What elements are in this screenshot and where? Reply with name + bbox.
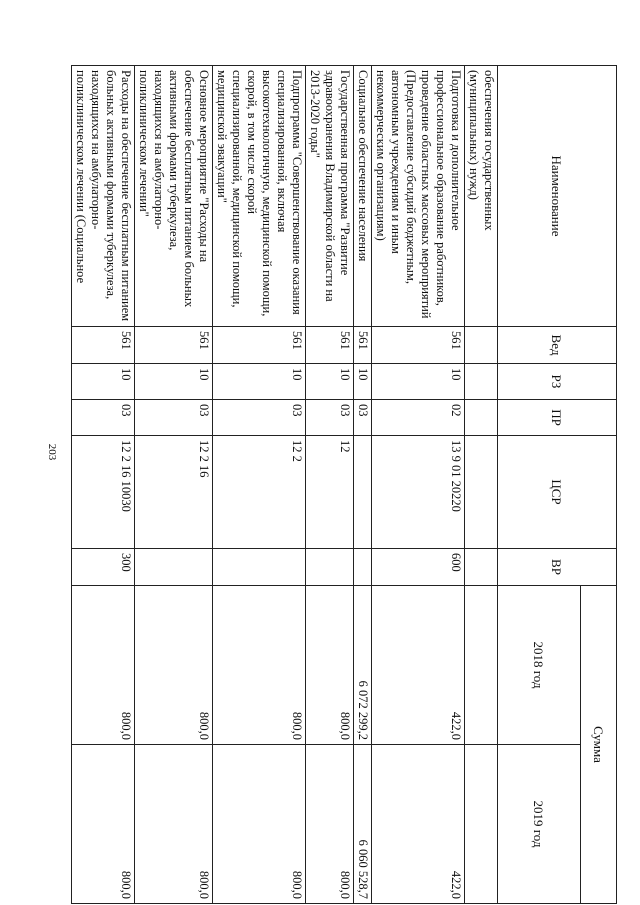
page-number: 203 (46, 443, 58, 461)
table-row (372, 66, 465, 904)
cell-pr: 03 (354, 400, 372, 436)
cell-csr: 12 2 (213, 436, 306, 549)
cell-pr: 03 (213, 400, 306, 436)
cell-ved: 561 (306, 327, 354, 364)
cell-pr: 03 (72, 400, 135, 436)
cell-rz (465, 364, 498, 400)
cell-2018: 800,0 (213, 586, 306, 745)
cell-2019: 422,0 (372, 745, 465, 904)
cell-ved: 561 (213, 327, 306, 364)
cell-vr (465, 549, 498, 586)
header-vr: ВР (498, 549, 617, 586)
cell-2019: 800,0 (306, 745, 354, 904)
cell-rz: 10 (306, 364, 354, 400)
table-row (213, 66, 306, 904)
cell-2018: 6 072 299,2 (354, 586, 372, 745)
cell-ved: 561 (135, 327, 213, 364)
cell-2018: 800,0 (72, 586, 135, 745)
cell-ved: 561 (72, 327, 135, 364)
header-ved: Вед (498, 327, 617, 364)
cell-vr (135, 549, 213, 586)
cell-rz: 10 (72, 364, 135, 400)
cell-name: Основное мероприятие "Расходы на обеспечение бесплатным питанием больных активными формами туберкулеза, находящихся на амбулаторно-поликлиническом лечении" (135, 66, 213, 327)
table-header (498, 66, 617, 904)
cell-name: Социальное обеспечение населения (354, 66, 372, 327)
cell-name: Подготовка и дополнительное профессиональное образование работников, проведение областных массовых мероприятий (Предоставление субсидий бюджетным, автономным учреждениям и иным некоммерческим организациям) (372, 66, 465, 327)
cell-csr (465, 436, 498, 549)
cell-csr (354, 436, 372, 549)
cell-2019 (465, 745, 498, 904)
cell-rz: 10 (135, 364, 213, 400)
cell-vr (306, 549, 354, 586)
rotated-table-wrapper (74, 65, 617, 903)
header-name: Наименование (498, 66, 617, 327)
cell-vr (213, 549, 306, 586)
cell-name: Подпрограмма "Совершенствование оказания специализированной, включая высокотехнологичную, медицинской помощи, скорой, в том числе скорой специализированной, медицинской помощи, медицинской эвакуации" (213, 66, 306, 327)
header-pr: ПР (498, 400, 617, 436)
cell-2018 (465, 586, 498, 745)
table-row (135, 66, 213, 904)
cell-name: Расходы на обеспечение бесплатным питанием больных активными формами туберкулеза, находящихся на амбулаторно-поликлиническом лечении (Социальное (72, 66, 135, 327)
cell-ved: 561 (372, 327, 465, 364)
cell-pr: 03 (306, 400, 354, 436)
cell-csr: 12 2 16 10030 (72, 436, 135, 549)
cell-2019: 800,0 (213, 745, 306, 904)
cell-csr: 12 2 16 (135, 436, 213, 549)
table-row (354, 66, 372, 904)
cell-2019: 6 060 528,7 (354, 745, 372, 904)
table-row (306, 66, 354, 904)
table-row (465, 66, 498, 904)
cell-vr: 300 (72, 549, 135, 586)
cell-name: Государственная программа "Развитие здравоохранения Владимирской области на 2013-2020 годы" (306, 66, 354, 327)
cell-rz: 10 (354, 364, 372, 400)
table-body (72, 66, 498, 904)
cell-pr: 03 (135, 400, 213, 436)
cell-2018: 800,0 (306, 586, 354, 745)
header-csr: ЦСР (498, 436, 617, 549)
header-sum: Сумма (581, 586, 617, 904)
cell-2018: 422,0 (372, 586, 465, 745)
header-rz: РЗ (498, 364, 617, 400)
cell-2019: 800,0 (135, 745, 213, 904)
cell-name: обеспечения государственных (муниципальных) нужд) (465, 66, 498, 327)
table-row (72, 66, 135, 904)
budget-table (71, 65, 617, 904)
header-2018: 2018 год (498, 586, 581, 745)
header-2019: 2019 год (498, 745, 581, 904)
cell-rz: 10 (372, 364, 465, 400)
cell-pr (465, 400, 498, 436)
cell-csr: 12 (306, 436, 354, 549)
cell-2018: 800,0 (135, 586, 213, 745)
cell-ved (465, 327, 498, 364)
cell-vr (354, 549, 372, 586)
cell-vr: 600 (372, 549, 465, 586)
cell-ved: 561 (354, 327, 372, 364)
cell-rz: 10 (213, 364, 306, 400)
cell-csr: 13 9 01 20220 (372, 436, 465, 549)
cell-2019: 800,0 (72, 745, 135, 904)
cell-pr: 02 (372, 400, 465, 436)
